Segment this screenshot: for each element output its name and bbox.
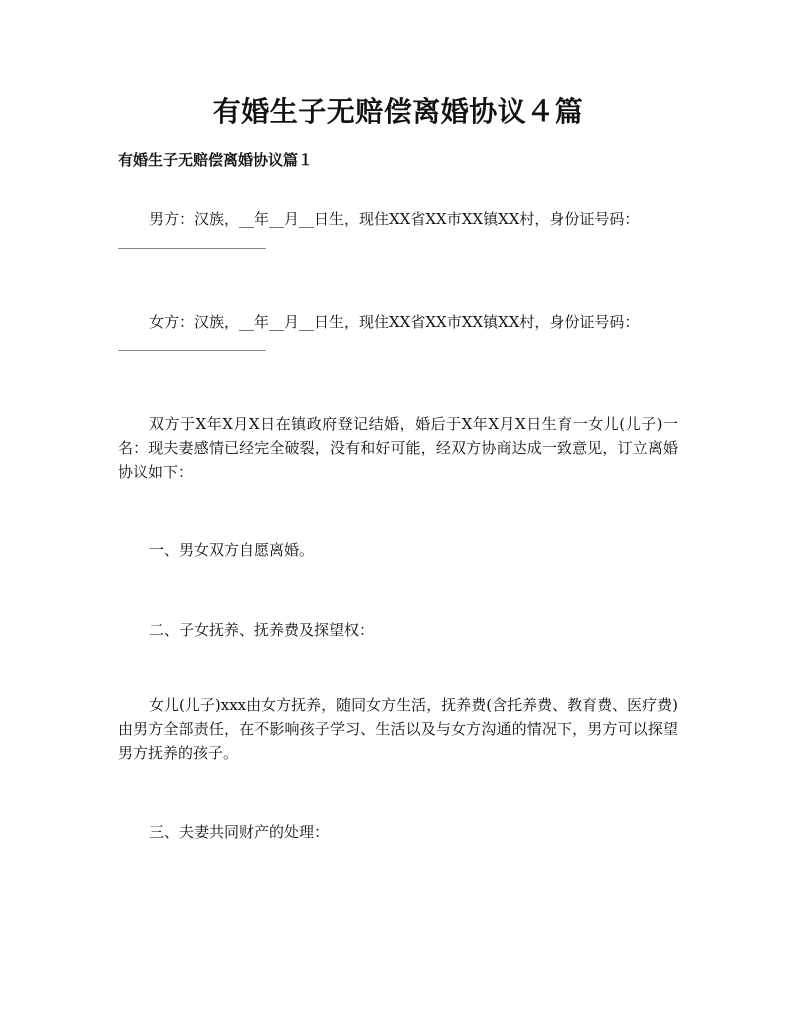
- male-id-number-blank: [118, 248, 266, 249]
- custody-paragraph: 女儿(儿子)xxx由女方抚养，随同女方生活，抚养费(含托养费、教育费、医疗费)由男方全部责任，在不影响孩子学习、生活以及与女方沟通的情况下，男方可以探望男方抚养的孩子。: [118, 696, 678, 762]
- clause-3-paragraph: 三、夫妻共同财产的处理：: [149, 823, 330, 841]
- clause-1-paragraph: 一、男女双方自愿离婚。: [149, 541, 315, 559]
- section-heading: 有婚生子无赔偿离婚协议篇１: [118, 151, 314, 169]
- male-party-paragraph: 男方：汉族，__年__月__日生，现住XX省XX市XX镇XX村，身份证号码：: [149, 210, 640, 228]
- document-title: 有婚生子无赔偿离婚协议４篇: [212, 95, 584, 128]
- background-paragraph: 双方于X年X月X日在镇政府登记结婚，婚后于X年X月X日生育一女儿(儿子)一名：现夫妻感情已经完全破裂，没有和好可能，经双方协商达成一致意见，订立离婚协议如下：: [118, 415, 678, 481]
- female-id-number-blank: [118, 350, 266, 351]
- female-party-paragraph: 女方：汉族，__年__月__日生，现住XX省XX市XX镇XX村，身份证号码：: [149, 313, 640, 331]
- clause-2-paragraph: 二、子女抚养、抚养费及探望权：: [149, 621, 375, 639]
